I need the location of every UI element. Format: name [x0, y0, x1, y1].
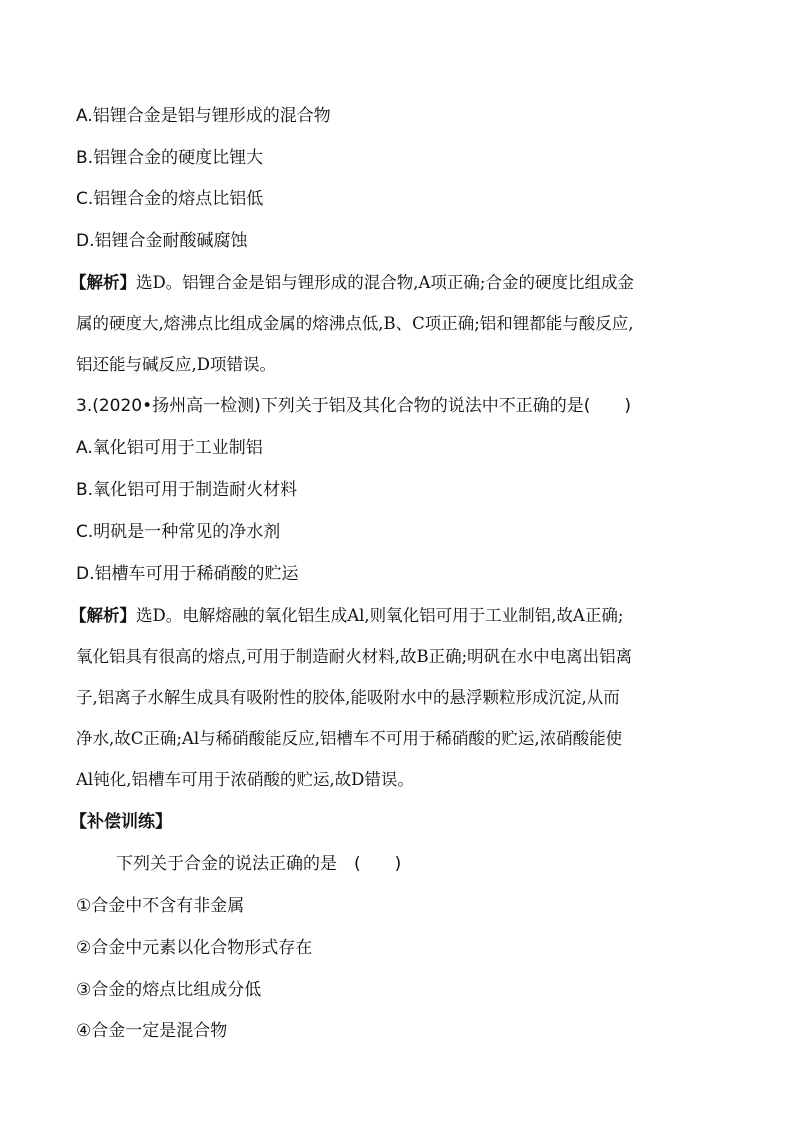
q3-analysis-line-5: Al钝化,铝槽车可用于浓硝酸的贮运,故D错误。 [76, 770, 414, 789]
q3-analysis-line-2: 氧化铝具有很高的熔点,可用于制造耐火材料,故B正确;明矾在水中电离出铝离 [76, 647, 633, 666]
q2-analysis-line-2: 属的硬度大,熔沸点比组成金属的熔沸点低,B、C项正确;铝和锂都能与酸反应, [76, 314, 634, 333]
q3-stem: 3.(2020•扬州高一检测)下列关于铝及其化合物的说法中不正确的是( ) [76, 396, 632, 416]
q3-option-b: B.氧化铝可用于制造耐火材料 [76, 480, 298, 500]
q3-analysis-tag: 【解析】 [70, 606, 136, 625]
q2-option-d: D.铝锂合金耐酸碱腐蚀 [76, 231, 248, 251]
q2-option-b: B.铝锂合金的硬度比锂大 [76, 148, 264, 168]
supplement-item-1: ①合金中不含有非金属 [76, 896, 245, 916]
q3-analysis-line-1: 【解析】选D。电解熔融的氧化铝生成Al,则氧化铝可用于工业制铝,故A正确; [70, 606, 624, 625]
supplement-item-4: ④合金一定是混合物 [76, 1021, 228, 1041]
q3-analysis-line-3: 子,铝离子水解生成具有吸附性的胶体,能吸附水中的悬浮颗粒形成沉淀,从而 [76, 688, 620, 707]
q2-option-a: A.铝锂合金是铝与锂形成的混合物 [76, 106, 331, 126]
q2-analysis-tag: 【解析】 [70, 273, 136, 292]
q3-analysis-line-4: 净水,故C正确;Al与稀硝酸能反应,铝槽车不可用于稀硝酸的贮运,浓硝酸能使 [76, 729, 623, 748]
supplement-heading: 【补偿训练】 [70, 812, 172, 832]
supplement-item-2: ②合金中元素以化合物形式存在 [76, 938, 313, 958]
q3-option-c: C.明矾是一种常见的净水剂 [76, 522, 281, 542]
supplement-item-3: ③合金的熔点比组成分低 [76, 980, 262, 1000]
supplement-stem: 下列关于合金的说法正确的是 ( ) [116, 854, 402, 874]
q3-option-a: A.氧化铝可用于工业制铝 [76, 438, 263, 458]
q2-analysis-line-3: 铝还能与碱反应,D项错误。 [76, 355, 276, 374]
q2-option-c: C.铝锂合金的熔点比铝低 [76, 189, 264, 209]
q2-analysis-line-1: 【解析】选D。铝锂合金是铝与锂形成的混合物,A项正确;合金的硬度比组成金 [70, 273, 634, 292]
q3-option-d: D.铝槽车可用于稀硝酸的贮运 [76, 564, 299, 584]
